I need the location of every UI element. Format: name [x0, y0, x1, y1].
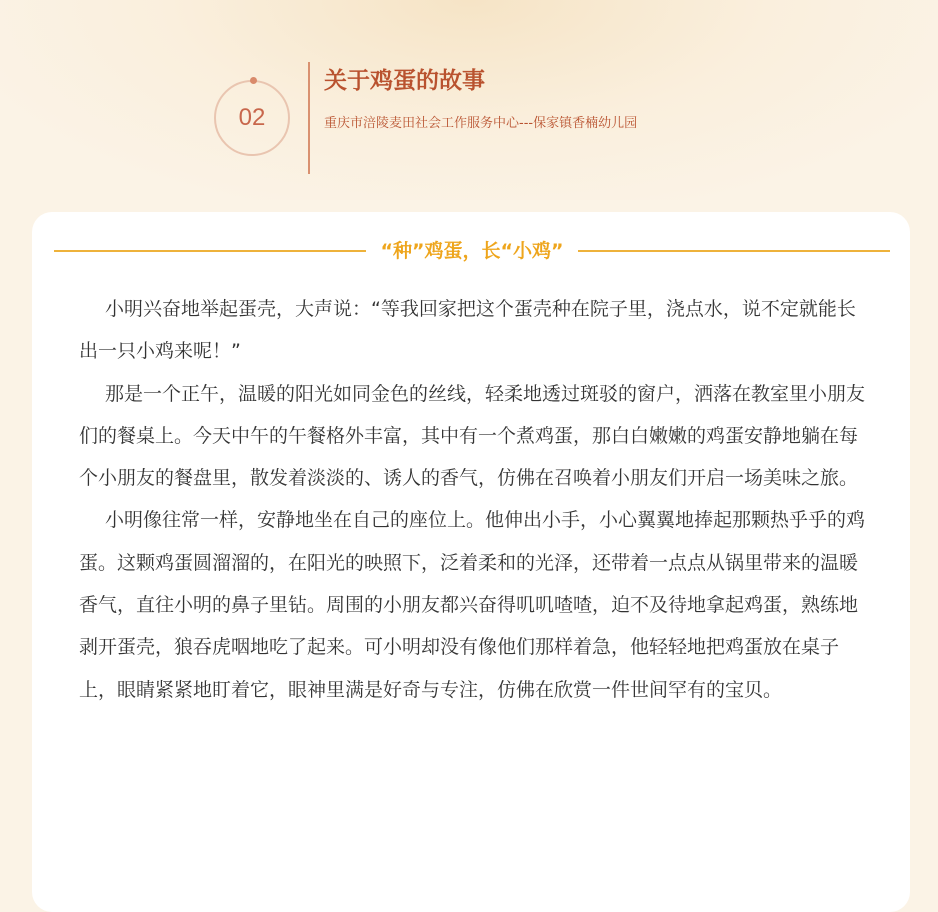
header-divider — [308, 62, 310, 174]
article-subtitle: 重庆市涪陵麦田社会工作服务中心---保家镇香楠幼儿园 — [324, 116, 638, 131]
paragraph: 小明像往常一样，安静地坐在自己的座位上。他伸出小手，小心翼翼地捧起那颗热乎乎的鸡蛋。这颗鸡蛋圆溜溜的，在阳光的映照下，泛着柔和的光泽，还带着一点点从锅里带来的温暖香气，直往小明的鼻子里钻。周围的小朋友都兴奋得叽叽喳喳，迫不及待地拿起鸡蛋，熟练地剥开蛋壳，狼吞虎咽地吃了起来。可小明却没有像他们那样着急，他轻轻地把鸡蛋放在桌子上，眼睛紧紧地盯着它，眼神里满是好奇与专注，仿佛在欣赏一件世间罕有的宝贝。 — [79, 509, 866, 701]
section-title: “种”鸡蛋，长“小鸡” — [380, 240, 564, 262]
section-heading — [54, 236, 890, 266]
article-header — [0, 0, 938, 200]
chapter-number: 02 — [238, 104, 266, 131]
article-body — [79, 288, 871, 711]
paragraph: 小明兴奋地举起蛋壳，大声说：“等我回家把这个蛋壳种在院子里，浇点水，说不定就能长出一只小鸡来呢！” — [79, 298, 856, 363]
article-title: 关于鸡蛋的故事 — [324, 68, 485, 94]
paragraph: 那是一个正午，温暖的阳光如同金色的丝线，轻柔地透过斑驳的窗户，洒落在教室里小朋友们的餐桌上。今天中午的午餐格外丰富，其中有一个煮鸡蛋，那白白嫩嫩的鸡蛋安静地躺在每个小朋友的餐盘里，散发着淡淡的、诱人的香气，仿佛在召唤着小朋友们开启一场美味之旅。 — [79, 382, 866, 490]
